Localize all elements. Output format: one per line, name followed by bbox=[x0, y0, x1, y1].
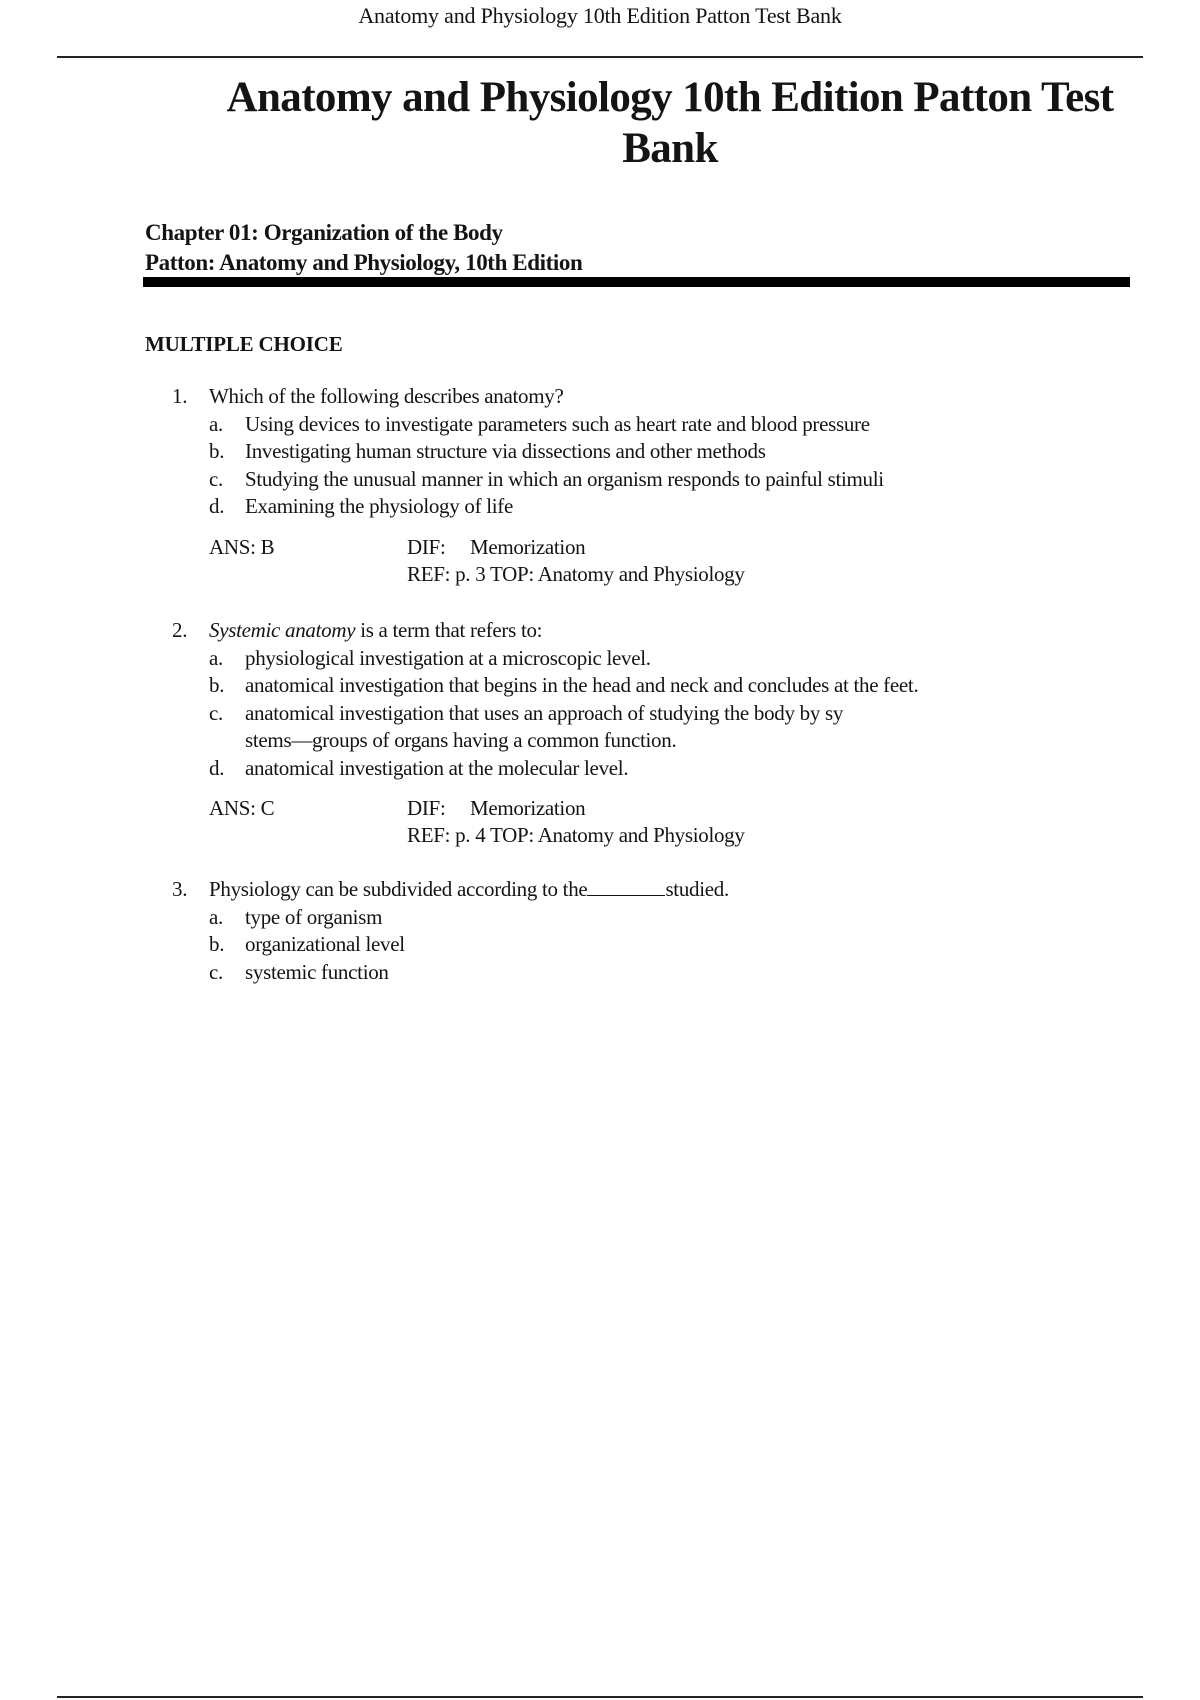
option-b bbox=[172, 438, 1072, 466]
option-letter: c. bbox=[209, 959, 223, 984]
option-a bbox=[172, 904, 1072, 932]
option-letter: d. bbox=[209, 494, 225, 518]
option-letter: b. bbox=[209, 439, 225, 463]
option-c bbox=[172, 466, 1072, 494]
option-letter: c. bbox=[209, 466, 223, 491]
book-title: Patton: Anatomy and Physiology, 10th Edition bbox=[145, 250, 583, 275]
option-text: Investigating human structure via dissections and other methods bbox=[245, 439, 766, 463]
question-2 bbox=[172, 617, 1072, 849]
document-title-line-1: Anatomy and Physiology 10th Edition Patton Test bbox=[226, 74, 1114, 121]
question-text: is a term that refers to: bbox=[355, 618, 543, 642]
option-b bbox=[172, 672, 1072, 700]
option-text: type of organism bbox=[245, 904, 383, 929]
question-1 bbox=[172, 383, 1072, 588]
difficulty-value: Memorization bbox=[470, 534, 586, 559]
section-heading: MULTIPLE CHOICE bbox=[145, 332, 343, 356]
difficulty-value: Memorization bbox=[470, 796, 586, 820]
chapter-block bbox=[145, 218, 582, 278]
option-d bbox=[172, 755, 1072, 783]
question-number: 1. bbox=[172, 384, 188, 408]
option-c bbox=[172, 700, 1072, 755]
option-text: organizational level bbox=[245, 932, 405, 956]
header-divider bbox=[57, 56, 1143, 58]
running-header: Anatomy and Physiology 10th Edition Patton Test Bank bbox=[358, 3, 842, 28]
option-b bbox=[172, 931, 1072, 959]
option-letter: b. bbox=[209, 932, 225, 956]
fill-in-blank bbox=[587, 879, 665, 896]
question-stem bbox=[172, 876, 1072, 904]
option-letter: a. bbox=[209, 411, 223, 436]
option-c bbox=[172, 959, 1072, 987]
option-letter: a. bbox=[209, 904, 223, 929]
question-number: 2. bbox=[172, 618, 188, 642]
option-a bbox=[172, 645, 1072, 673]
reference: REF: p. 4 TOP: Anatomy and Physiology bbox=[407, 823, 745, 847]
question-text-before: Physiology can be subdivided according to the bbox=[209, 877, 588, 901]
option-text: Studying the unusual manner in which an organism responds to painful stimuli bbox=[245, 466, 884, 491]
question-stem bbox=[172, 383, 1072, 411]
chapter-title: Chapter 01: Organization of the Body bbox=[145, 220, 503, 245]
option-text-line-2: stems—groups of organs having a common function. bbox=[245, 728, 677, 752]
option-text: Using devices to investigate parameters such as heart rate and blood pressure bbox=[245, 411, 870, 436]
question-term: Systemic anatomy bbox=[209, 618, 356, 642]
option-letter: a. bbox=[209, 645, 223, 670]
question-text-after: studied. bbox=[665, 877, 729, 901]
option-text: systemic function bbox=[245, 959, 389, 984]
option-letter: c. bbox=[209, 700, 223, 725]
option-text: anatomical investigation at the molecular level. bbox=[245, 755, 629, 780]
question-3 bbox=[172, 876, 1072, 986]
reference: REF: p. 3 TOP: Anatomy and Physiology bbox=[407, 561, 745, 586]
answer-meta bbox=[172, 534, 1072, 588]
option-letter: d. bbox=[209, 755, 225, 780]
question-stem bbox=[172, 617, 1072, 645]
option-letter: b. bbox=[209, 673, 225, 697]
option-text: physiological investigation at a microscopic level. bbox=[245, 645, 651, 670]
difficulty-label: DIF: bbox=[407, 796, 446, 820]
answer-key: ANS: C bbox=[209, 796, 275, 820]
option-text: Examining the physiology of life bbox=[245, 494, 514, 518]
footer-divider bbox=[57, 1696, 1143, 1698]
answer-meta bbox=[172, 795, 1072, 849]
chapter-divider bbox=[143, 277, 1130, 287]
difficulty-label: DIF: bbox=[407, 534, 446, 559]
option-d bbox=[172, 493, 1072, 521]
answer-key: ANS: B bbox=[209, 534, 275, 559]
question-number: 3. bbox=[172, 877, 188, 901]
option-text-line-1: anatomical investigation that uses an approach of studying the body by sy bbox=[245, 700, 844, 725]
option-a bbox=[172, 411, 1072, 439]
option-text: anatomical investigation that begins in the head and neck and concludes at the feet. bbox=[245, 673, 919, 697]
document-title bbox=[150, 72, 1190, 174]
document-title-line-2: Bank bbox=[622, 125, 718, 172]
question-text: Which of the following describes anatomy? bbox=[209, 384, 564, 408]
